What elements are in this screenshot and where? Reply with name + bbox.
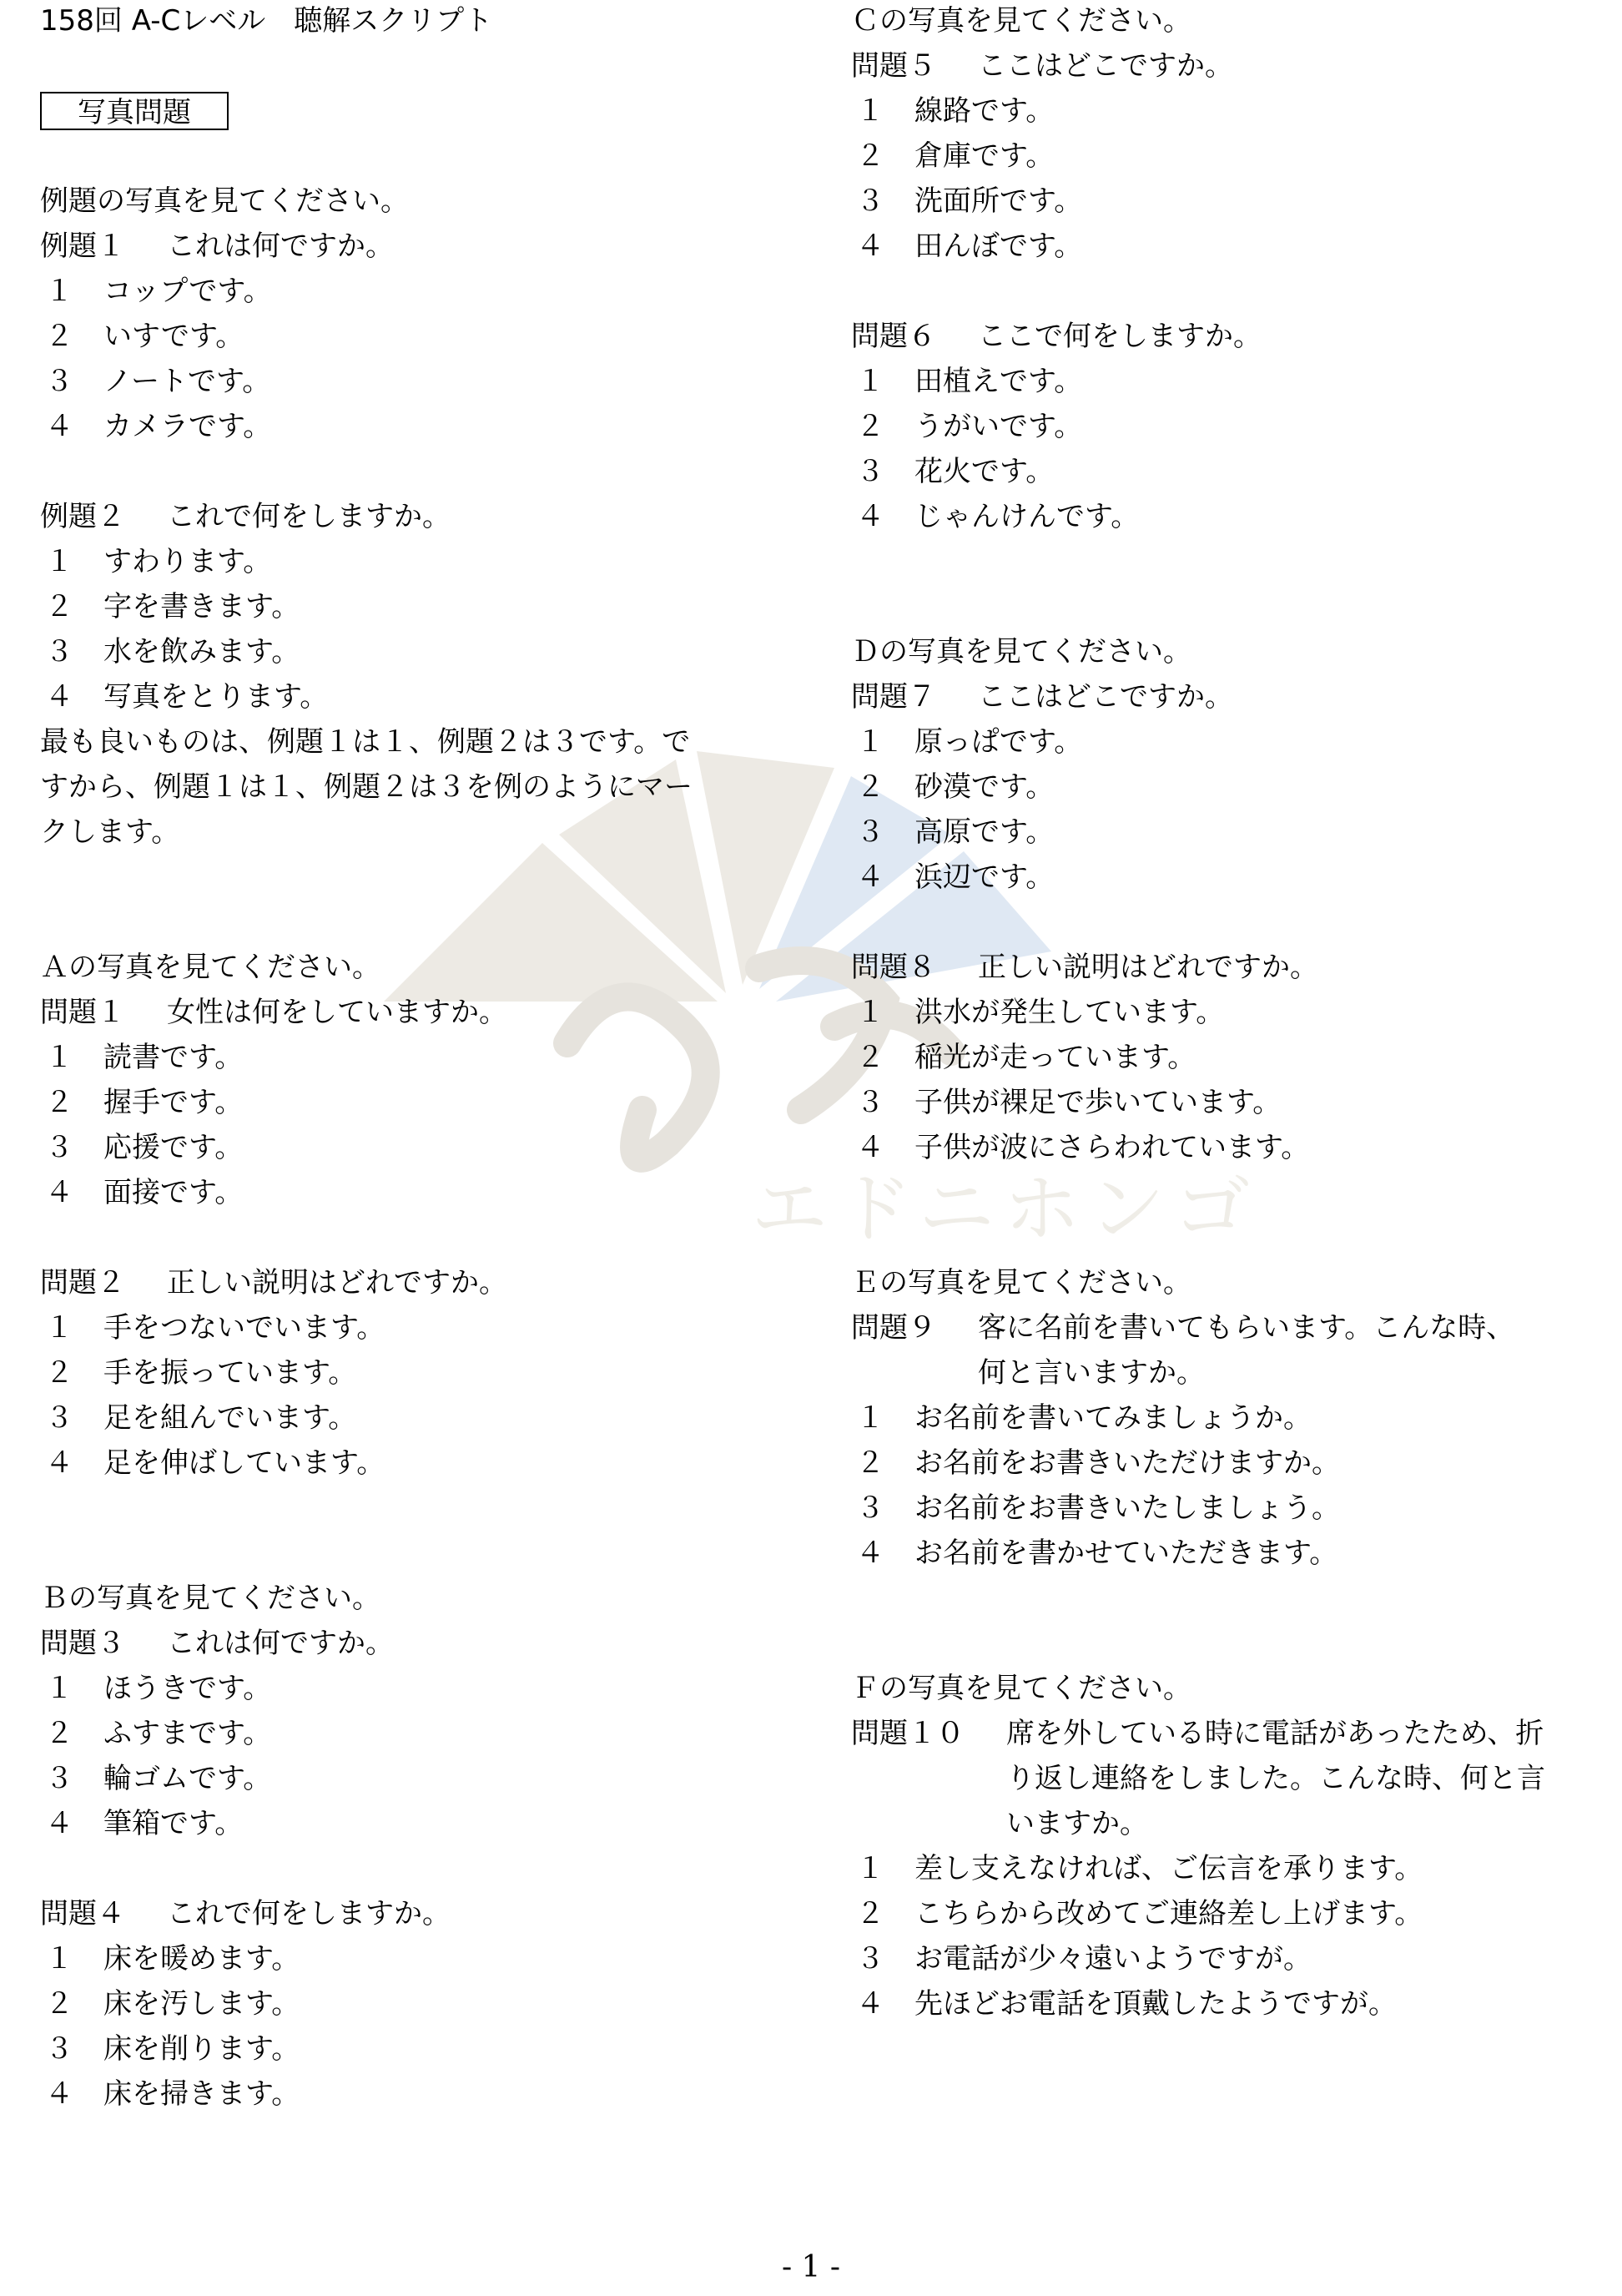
- option-item: [40, 2075, 300, 2113]
- option-text: うがいです。: [914, 410, 1083, 443]
- option-number: ４: [45, 1176, 73, 1209]
- option-number: ４: [856, 860, 884, 894]
- option-text: こちらから改めてご連絡差し上げます。: [914, 1897, 1423, 1930]
- option-item: [40, 1804, 243, 1843]
- option-text: ふすまです。: [103, 1717, 272, 1750]
- option-number: ３: [856, 815, 884, 849]
- option-item: [851, 1534, 1337, 1572]
- question-3: [40, 1624, 394, 1663]
- option-item: [40, 1940, 300, 1978]
- option-text: 手をつないでいます。: [103, 1311, 385, 1345]
- option-number: ２: [856, 410, 884, 443]
- question-label: 問題８: [851, 951, 936, 984]
- photo-f-intro: Ｆの写真を見てください。: [851, 1672, 1191, 1705]
- question-text: 正しい説明はどれですか。: [167, 1266, 507, 1299]
- example-intro: 例題の写真を見てください。: [40, 184, 409, 218]
- option-item: [851, 1083, 1281, 1122]
- option-text: 差し支えなければ、ご伝言を承ります。: [914, 1852, 1423, 1885]
- option-text: 足を伸ばしています。: [103, 1446, 385, 1480]
- option-number: ２: [856, 1041, 884, 1074]
- option-item: [851, 452, 1054, 491]
- question-text: これで何をしますか。: [167, 1897, 451, 1930]
- option-item: [40, 1038, 243, 1077]
- option-number: ４: [45, 1446, 73, 1480]
- option-text: お名前をお書きいただけますか。: [914, 1446, 1340, 1480]
- question-label: 問題５: [851, 49, 936, 83]
- option-number: ３: [856, 455, 884, 488]
- option-number: １: [856, 996, 884, 1029]
- question-text: ここで何をしますか。: [978, 320, 1262, 353]
- option-text: 原っぱです。: [914, 725, 1083, 759]
- question-1: [40, 993, 507, 1032]
- option-text: 応援です。: [103, 1131, 244, 1164]
- question-text: ここはどこですか。: [978, 49, 1233, 83]
- option-text: 浜辺です。: [914, 860, 1055, 894]
- question-example-1: [40, 227, 394, 265]
- option-number: ２: [45, 590, 73, 623]
- option-item: [851, 407, 1082, 446]
- option-item: [40, 1985, 300, 2023]
- option-item: [851, 1985, 1397, 2023]
- question-7: [851, 678, 1233, 716]
- option-item: [40, 1354, 356, 1392]
- option-number: ２: [45, 320, 73, 353]
- option-text: 線路です。: [914, 94, 1055, 128]
- question-label: 問題１: [40, 996, 125, 1029]
- question-label: 問題６: [851, 320, 936, 353]
- option-item: [40, 542, 271, 581]
- photo-e-intro: Ｅの写真を見てください。: [851, 1266, 1191, 1299]
- option-number: １: [856, 94, 884, 128]
- question-example-2: [40, 497, 451, 536]
- question-4: [40, 1895, 451, 1933]
- option-number: ３: [45, 635, 73, 669]
- option-number: ３: [856, 1491, 884, 1525]
- option-text: 床を削ります。: [103, 2032, 300, 2066]
- option-number: ２: [45, 1717, 73, 1750]
- option-number: ３: [856, 1086, 884, 1119]
- question-text: これは何ですか。: [167, 230, 394, 263]
- option-item: [851, 723, 1082, 761]
- question-label: 問題３: [40, 1627, 125, 1660]
- option-item: [851, 1895, 1423, 1933]
- option-item: [40, 678, 328, 716]
- option-text: 写真をとります。: [103, 680, 329, 714]
- option-number: ２: [45, 1356, 73, 1390]
- question-label: 例題２: [40, 500, 125, 533]
- option-item: [851, 182, 1082, 220]
- option-number: １: [856, 1401, 884, 1435]
- option-number: ４: [856, 230, 884, 263]
- option-number: １: [45, 1311, 73, 1345]
- question-label: 問題１０: [851, 1717, 965, 1750]
- option-item: [851, 1444, 1340, 1482]
- option-text: 床を暖めます。: [103, 1942, 300, 1976]
- option-text: 倉庫です。: [914, 139, 1055, 173]
- option-text: 田植えです。: [914, 365, 1083, 398]
- option-item: [851, 362, 1082, 401]
- option-item: [40, 1309, 385, 1347]
- option-item: [851, 768, 1054, 806]
- option-text: 子供が波にさらわれています。: [914, 1131, 1310, 1164]
- question-text: 正しい説明はどれですか。: [978, 951, 1318, 984]
- option-number: ３: [45, 1131, 73, 1164]
- option-text: 洪水が発生しています。: [914, 996, 1225, 1029]
- option-text: 読書です。: [103, 1041, 244, 1074]
- option-text: 子供が裸足で歩いています。: [914, 1086, 1282, 1119]
- option-item: [40, 1083, 243, 1122]
- option-item: [851, 1038, 1196, 1077]
- option-text: 高原です。: [914, 815, 1055, 849]
- option-number: ４: [45, 1807, 73, 1840]
- option-item: [40, 1444, 385, 1482]
- question-text: ここはどこですか。: [978, 680, 1233, 714]
- question-text: これで何をしますか。: [167, 500, 451, 533]
- option-item: [40, 317, 244, 356]
- option-number: １: [45, 545, 73, 578]
- question-text: これは何ですか。: [167, 1627, 394, 1660]
- option-item: [40, 588, 300, 626]
- question-text: 女性は何をしていますか。: [167, 996, 507, 1029]
- option-number: ２: [856, 1446, 884, 1480]
- question-text-continued: り返し連絡をしました。こんな時、何と言: [1006, 1762, 1545, 1795]
- option-item: [40, 1399, 356, 1437]
- option-item: [851, 497, 1139, 536]
- photo-a-intro: Ａの写真を見てください。: [40, 951, 380, 984]
- option-number: １: [856, 1852, 884, 1885]
- option-number: ３: [856, 184, 884, 218]
- watermark-text: エドニホンゴ: [751, 1164, 1259, 1252]
- option-number: １: [856, 365, 884, 398]
- option-item: [851, 858, 1054, 896]
- question-text: 席を外している時に電話があったため、折: [1006, 1717, 1544, 1750]
- option-text: 水を飲みます。: [103, 635, 300, 669]
- option-number: ２: [856, 139, 884, 173]
- photo-b-intro: Ｂの写真を見てください。: [40, 1582, 380, 1615]
- option-text: 筆箱です。: [103, 1807, 244, 1840]
- option-item: [40, 272, 272, 310]
- option-text: 床を掃きます。: [103, 2077, 300, 2111]
- option-number: ３: [45, 2032, 73, 2066]
- option-text: コップです。: [103, 275, 272, 308]
- question-8: [851, 948, 1318, 987]
- option-text: 花火です。: [914, 455, 1055, 488]
- question-label: 例題１: [40, 230, 125, 263]
- question-5: [851, 47, 1233, 85]
- option-item: [40, 633, 300, 671]
- option-text: いすです。: [103, 320, 244, 353]
- option-number: １: [45, 1041, 73, 1074]
- question-10: [851, 1714, 1544, 1753]
- option-item: [40, 362, 270, 401]
- option-text: 洗面所です。: [914, 184, 1083, 218]
- option-text: じゃんけんです。: [914, 500, 1140, 533]
- option-number: １: [45, 1942, 73, 1976]
- option-text: 手を振っています。: [103, 1356, 357, 1390]
- option-text: 足を組んでいます。: [103, 1401, 357, 1435]
- option-number: ３: [45, 1401, 73, 1435]
- option-number: ２: [856, 1897, 884, 1930]
- option-number: ２: [856, 770, 884, 804]
- option-item: [851, 137, 1054, 175]
- page-number: - 1 -: [781, 2250, 841, 2284]
- question-9: [851, 1309, 1514, 1347]
- option-number: ４: [856, 1537, 884, 1570]
- option-item: [851, 92, 1054, 130]
- question-text-continued: いますか。: [1006, 1807, 1148, 1840]
- explanation-line: 最も良いものは、例題１は１、例題２は３です。で: [40, 725, 691, 759]
- option-item: [851, 813, 1054, 851]
- page-title: 158回 A-Cレベル 聴解スクリプト: [40, 4, 493, 38]
- option-number: ４: [856, 500, 884, 533]
- option-number: ４: [856, 1131, 884, 1164]
- option-text: お名前を書いてみましょうか。: [914, 1401, 1312, 1435]
- option-number: ４: [856, 1987, 884, 2021]
- option-item: [851, 993, 1224, 1032]
- option-item: [40, 2030, 300, 2068]
- option-text: カメラです。: [103, 410, 272, 443]
- option-number: ３: [45, 365, 73, 398]
- option-text: 田んぼです。: [914, 230, 1083, 263]
- option-text: 先ほどお電話を頂戴したようですが。: [914, 1987, 1397, 2021]
- question-text-continued: 何と言いますか。: [978, 1356, 1205, 1390]
- section-label: 写真問題: [40, 92, 229, 130]
- option-text: 面接です。: [103, 1176, 244, 1209]
- option-item: [851, 1849, 1423, 1888]
- option-text: 輪ゴムです。: [103, 1762, 272, 1795]
- question-label: 問題７: [851, 680, 936, 714]
- option-number: １: [856, 725, 884, 759]
- option-text: お名前を書かせていただきます。: [914, 1537, 1338, 1570]
- explanation-line: すから、例題１は１、例題２は３を例のようにマー: [40, 770, 693, 804]
- option-number: １: [45, 1672, 73, 1705]
- option-number: ４: [45, 2077, 73, 2111]
- option-item: [40, 407, 271, 446]
- question-2: [40, 1264, 507, 1302]
- option-item: [851, 227, 1082, 265]
- option-number: １: [45, 275, 73, 308]
- question-label: 問題９: [851, 1311, 936, 1345]
- option-item: [40, 1669, 271, 1708]
- option-number: ４: [45, 680, 73, 714]
- photo-d-intro: Ｄの写真を見てください。: [851, 635, 1191, 669]
- option-text: 床を汚します。: [103, 1987, 300, 2021]
- option-text: すわります。: [103, 545, 272, 578]
- photo-c-intro: Ｃの写真を見てください。: [851, 4, 1191, 38]
- option-text: 稲光が走っています。: [914, 1041, 1196, 1074]
- option-text: 握手です。: [103, 1086, 244, 1119]
- question-text: 客に名前を書いてもらいます。こんな時、: [978, 1311, 1515, 1345]
- option-number: ３: [45, 1762, 73, 1795]
- question-label: 問題２: [40, 1266, 125, 1299]
- option-number: ３: [856, 1942, 884, 1976]
- option-item: [851, 1128, 1309, 1167]
- option-item: [40, 1173, 243, 1212]
- option-text: 字を書きます。: [103, 590, 300, 623]
- option-text: お名前をお書きいたしましょう。: [914, 1491, 1340, 1525]
- option-text: 砂漠です。: [914, 770, 1055, 804]
- question-6: [851, 317, 1262, 356]
- option-number: ４: [45, 410, 73, 443]
- option-item: [851, 1940, 1312, 1978]
- option-text: お電話が少々遠いようですが。: [914, 1942, 1312, 1976]
- option-item: [851, 1399, 1312, 1437]
- option-text: ほうきです。: [103, 1672, 272, 1705]
- option-item: [40, 1714, 271, 1753]
- option-item: [851, 1489, 1340, 1527]
- explanation-line: クします。: [40, 815, 180, 849]
- option-text: ノートです。: [103, 365, 271, 398]
- option-number: ２: [45, 1987, 73, 2021]
- option-number: ２: [45, 1086, 73, 1119]
- question-label: 問題４: [40, 1897, 125, 1930]
- option-item: [40, 1759, 271, 1798]
- option-item: [40, 1128, 243, 1167]
